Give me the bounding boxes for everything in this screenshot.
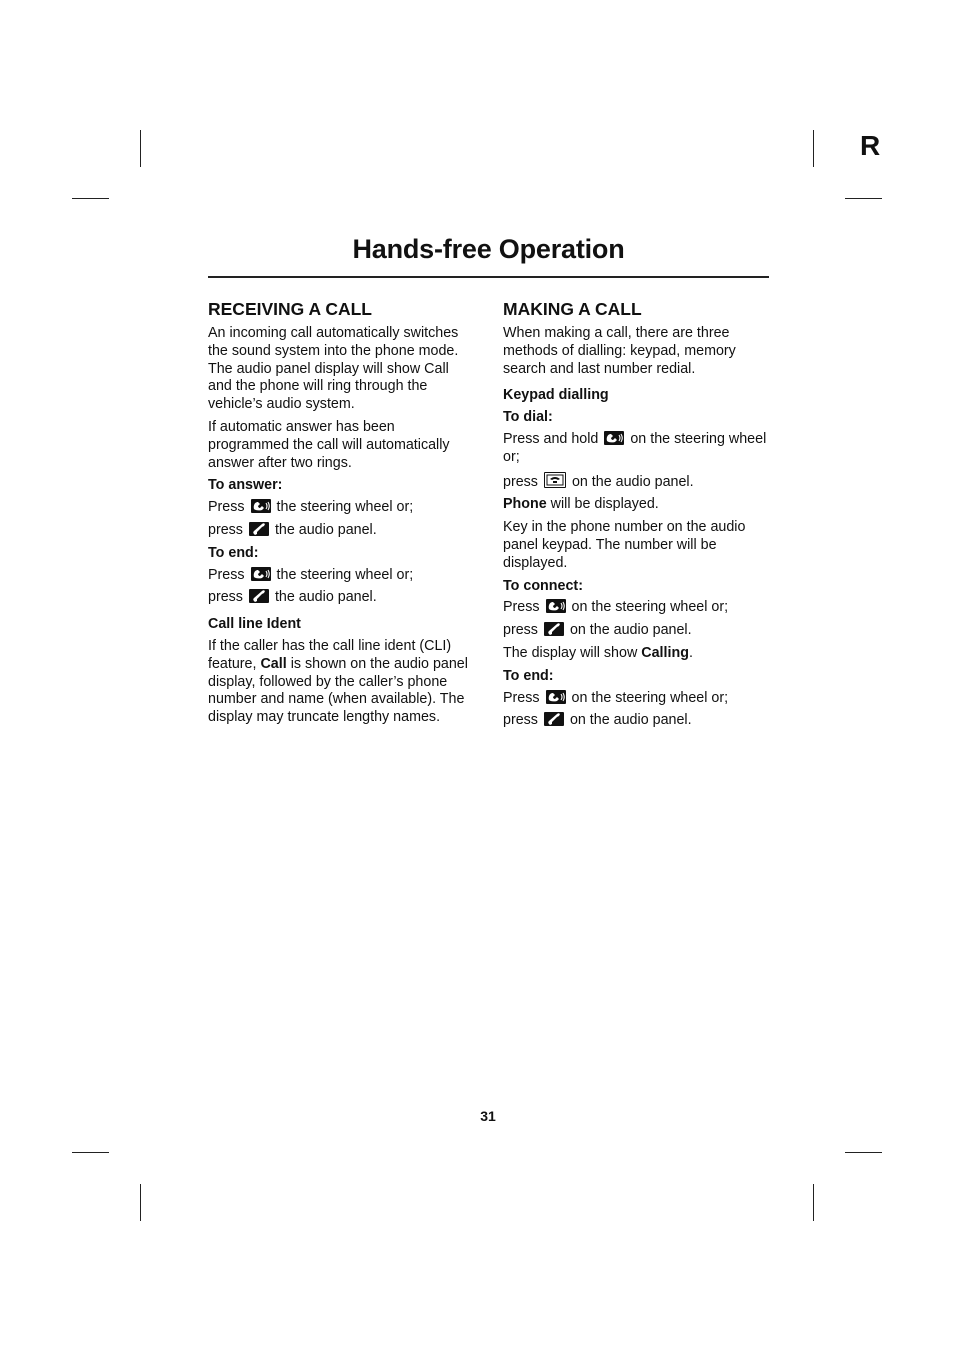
steering-phone-icon bbox=[251, 499, 271, 513]
steering-phone-icon bbox=[251, 567, 271, 581]
handset-icon bbox=[544, 712, 564, 726]
cli-para: If the caller has the call line ident (CLI) feature, Call is shown on the audio panel display, followed by the caller’s phone number and name (when available). The display may truncate lengthy names. bbox=[208, 637, 468, 726]
crop-mark bbox=[72, 1152, 109, 1153]
calling-line: The display will show Calling. bbox=[503, 644, 693, 661]
to-connect-label: To connect: bbox=[503, 577, 583, 594]
making-para: When making a call, there are three methods of dialling: keypad, memory search and last number redial. bbox=[503, 325, 736, 377]
making-heading: MAKING A CALL bbox=[503, 299, 642, 319]
end-panel-line: press on the audio panel. bbox=[503, 712, 692, 729]
handset-icon bbox=[249, 522, 269, 536]
crop-mark bbox=[140, 1184, 141, 1221]
steering-phone-icon bbox=[546, 690, 566, 704]
steering-phone-icon bbox=[604, 431, 624, 445]
connect-steering-line: Press on the steering wheel or; bbox=[503, 599, 729, 616]
auto-answer-para: If automatic answer has been programmed the call will automatically answer after two rings. bbox=[208, 418, 450, 471]
receiving-para: An incoming call automatically switches the sound system into the phone mode. The audio panel display will show Call and the phone will ring through the vehicle’s audio system. bbox=[208, 325, 459, 413]
to-end-label: To end: bbox=[208, 544, 259, 561]
crop-mark bbox=[813, 130, 814, 167]
dial-panel-line: press on the audio panel. bbox=[503, 473, 694, 490]
desk-phone-icon bbox=[544, 472, 566, 488]
handset-icon bbox=[249, 589, 269, 603]
end-steering-line: Press on the steering wheel or; bbox=[503, 689, 729, 706]
crop-mark bbox=[845, 198, 882, 199]
crop-mark bbox=[813, 1184, 814, 1221]
title-rule bbox=[208, 276, 769, 278]
crop-mark bbox=[845, 1152, 882, 1153]
handset-icon bbox=[544, 622, 564, 636]
connect-panel-line: press on the audio panel. bbox=[503, 622, 692, 639]
answer-steering-line: Press the steering wheel or; bbox=[208, 499, 414, 516]
crop-mark bbox=[72, 198, 109, 199]
right-column bbox=[503, 298, 771, 735]
receiving-heading: RECEIVING A CALL bbox=[208, 299, 372, 319]
left-column bbox=[208, 298, 476, 732]
end-panel-line: press the audio panel. bbox=[208, 589, 377, 606]
keyin-para: Key in the phone number on the audio panel keypad. The number will be displayed. bbox=[503, 519, 746, 571]
to-dial-label: To dial: bbox=[503, 409, 553, 426]
answer-panel-line: press the audio panel. bbox=[208, 521, 377, 538]
end-steering-line: Press the steering wheel or; bbox=[208, 566, 414, 583]
page-number: 31 bbox=[480, 1108, 496, 1124]
cli-label: Call line Ident bbox=[208, 616, 301, 633]
section-letter: R bbox=[860, 130, 881, 161]
page-title: Hands-free Operation bbox=[352, 234, 625, 264]
dial-steering-line: Press and hold on the steering wheel or; bbox=[503, 430, 767, 465]
to-end-label: To end: bbox=[503, 667, 554, 684]
keypad-label: Keypad dialling bbox=[503, 387, 609, 404]
steering-phone-icon bbox=[546, 599, 566, 613]
phone-display-line: Phone will be displayed. bbox=[503, 496, 659, 513]
to-answer-label: To answer: bbox=[208, 477, 283, 494]
crop-mark bbox=[140, 130, 141, 167]
